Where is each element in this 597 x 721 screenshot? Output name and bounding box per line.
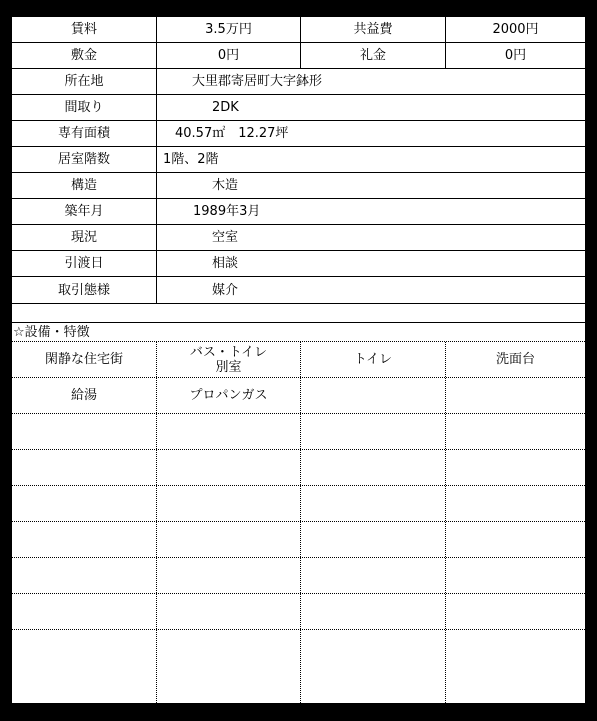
feature-cell [156, 558, 300, 593]
feature-cell [445, 414, 585, 449]
detail-label: 構造 [70, 178, 97, 193]
feature-cell [156, 414, 300, 449]
feature-row [12, 486, 585, 522]
detail-label: 現況 [70, 230, 97, 245]
detail-row-transaction [12, 277, 585, 304]
feature-cell [445, 522, 585, 557]
feature-cell [445, 630, 585, 703]
detail-value: 空室 [156, 225, 585, 250]
feature-cell [12, 594, 156, 629]
detail-row-status [12, 225, 585, 251]
feature-cell: 給湯 [70, 388, 97, 403]
features-heading: ☆設備・特徴 [13, 324, 90, 340]
feature-cell [445, 450, 585, 485]
feature-row [12, 450, 585, 486]
feature-cell [300, 594, 445, 629]
spacer-row [12, 304, 585, 323]
detail-value: 1階、2階 [156, 147, 585, 172]
detail-label: 間取り [64, 100, 104, 115]
feature-cell: バス・トイレ 別室 [156, 342, 300, 377]
feature-cell [12, 450, 156, 485]
feature-row [12, 342, 585, 378]
deposit-row [12, 43, 585, 69]
deposit-label: 敷金 [70, 48, 97, 63]
detail-label: 専有面積 [57, 126, 110, 141]
feature-cell [300, 378, 445, 413]
detail-label: 居室階数 [57, 152, 110, 167]
feature-row [12, 558, 585, 594]
detail-label: 引渡日 [64, 256, 104, 271]
key-money-value: 0円 [445, 43, 585, 68]
detail-value: 40.57㎡ 12.27坪 [156, 121, 585, 146]
feature-cell [300, 630, 445, 703]
property-listing-sheet [10, 15, 587, 705]
detail-value: 大里郡寄居町大字鉢形 [156, 69, 585, 94]
detail-row-layout [12, 95, 585, 121]
common-fee-value: 2000円 [445, 17, 585, 42]
feature-cell [445, 594, 585, 629]
common-fee-label: 共益費 [300, 17, 445, 42]
feature-cell [156, 486, 300, 521]
deposit-value: 0円 [156, 43, 300, 68]
feature-cell [156, 594, 300, 629]
feature-cell [12, 486, 156, 521]
feature-cell [12, 630, 156, 703]
feature-row [12, 594, 585, 630]
feature-row [12, 630, 585, 703]
feature-cell [300, 414, 445, 449]
feature-cell [445, 378, 585, 413]
feature-cell: プロパンガス [156, 378, 300, 413]
feature-cell [300, 486, 445, 521]
feature-cell: 洗面台 [445, 342, 585, 377]
feature-cell [156, 630, 300, 703]
feature-cell [156, 450, 300, 485]
rent-row [12, 17, 585, 43]
feature-cell: 閑静な住宅街 [44, 352, 123, 367]
feature-cell [445, 558, 585, 593]
feature-cell [12, 558, 156, 593]
detail-value: 木造 [156, 173, 585, 198]
feature-row [12, 522, 585, 558]
detail-row-structure [12, 173, 585, 199]
feature-row [12, 378, 585, 414]
detail-label: 取引態様 [57, 282, 110, 298]
detail-row-built [12, 199, 585, 225]
detail-label: 所在地 [64, 74, 104, 89]
detail-label: 築年月 [64, 204, 104, 219]
detail-row-handover [12, 251, 585, 277]
feature-cell [445, 486, 585, 521]
rent-label: 賃料 [70, 22, 97, 37]
features-heading-row [12, 323, 585, 342]
detail-value: 媒介 [156, 277, 585, 303]
feature-cell: トイレ [300, 342, 445, 377]
rent-value: 3.5万円 [156, 17, 300, 42]
feature-cell [300, 450, 445, 485]
detail-row-area [12, 121, 585, 147]
feature-cell [12, 414, 156, 449]
key-money-label: 礼金 [300, 43, 445, 68]
detail-value: 相談 [156, 251, 585, 276]
feature-cell [300, 558, 445, 593]
feature-cell [12, 522, 156, 557]
detail-row-location [12, 69, 585, 95]
feature-cell [156, 522, 300, 557]
feature-row [12, 414, 585, 450]
detail-row-floor [12, 147, 585, 173]
feature-cell [300, 522, 445, 557]
detail-value: 2DK [156, 95, 585, 120]
detail-value: 1989年3月 [156, 199, 585, 224]
